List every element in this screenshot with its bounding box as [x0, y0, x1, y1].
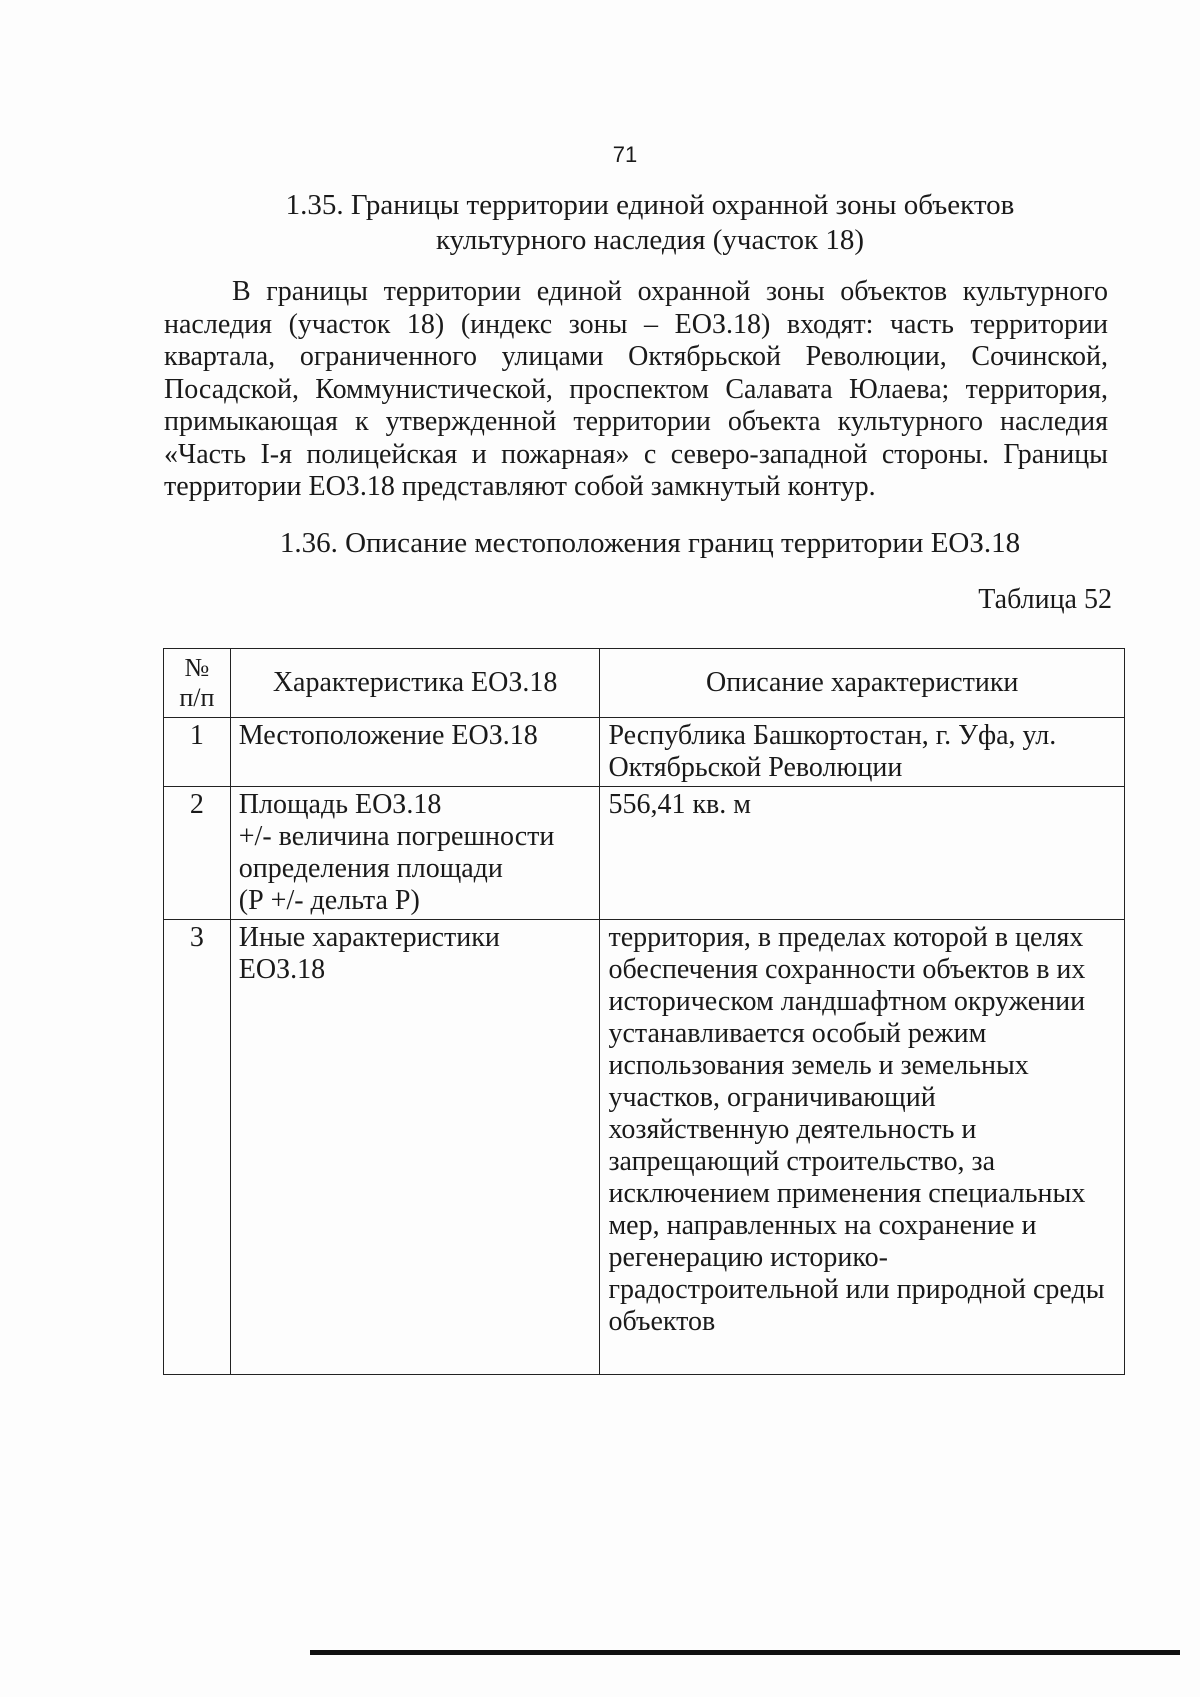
bottom-rule: [310, 1650, 1180, 1655]
section-heading-line-1: 1.35. Границы территории единой охранной зоны объектов: [285, 189, 1015, 221]
section-heading-1-36: 1.36. Описание местоположения границ территории ЕОЗ.18: [279, 527, 1021, 559]
header-description: Описание характеристики: [600, 649, 1125, 718]
cell-description: Республика Башкортостан, г. Уфа, ул. Октябрьской Революции: [600, 718, 1125, 787]
table-row: [164, 920, 1125, 1375]
cell-description: 556,41 кв. м: [600, 787, 1125, 920]
cell-characteristic: Местоположение ЕОЗ.18: [230, 718, 600, 787]
cell-characteristic: Иные характеристики ЕОЗ.18: [230, 920, 600, 1375]
cell-characteristic: [230, 787, 600, 920]
section-heading-line-2: культурного наследия (участок 18): [435, 224, 865, 256]
cell-line: определения площади: [238, 853, 503, 884]
page-number: 71: [612, 142, 638, 167]
table-row: [164, 718, 1125, 787]
header-num: № п/п: [164, 649, 231, 718]
characteristics-table: [163, 648, 1125, 1375]
cell-line: (Р +/- дельта Р): [238, 885, 420, 916]
cell-num: 2: [164, 787, 231, 920]
cell-num: 1: [164, 718, 231, 787]
cell-line: +/- величина погрешности: [238, 821, 555, 852]
section-paragraph: В границы территории единой охранной зоны объектов культурного наследия (участок 18) (индекс зоны – ЕОЗ.18) входят: часть территории квартала, ограниченного улицами Октябрьской Революции, Сочинской, Посадской, Коммунистической, проспектом Салавата Юлаева; территория, примыкающая к утвержденной территории объекта культурного наследия «Часть I-я полицейская и пожарная» с северо-западной стороны. Границы территории ЕОЗ.18 представляют собой замкнутый контур.: [164, 276, 1108, 502]
cell-description: территория, в пределах которой в целях обеспечения сохранности объектов в их историческом ландшафтном окружении устанавливается особый режим использования земель и земельных участков, ограничивающий хозяйственную деятельность и запрещающий строительство, за исключением применения специальных мер, направленных на сохранение и регенерацию историко-градостроительной или природной среды объектов: [600, 920, 1125, 1375]
section-heading-1-35: [160, 188, 1140, 258]
table-caption: Таблица 52: [978, 584, 1112, 615]
cell-num: 3: [164, 920, 231, 1375]
cell-line: Площадь ЕОЗ.18: [238, 789, 442, 820]
table-header-row: [164, 649, 1125, 718]
table-row: [164, 787, 1125, 920]
header-characteristic: Характеристика ЕОЗ.18: [230, 649, 600, 718]
